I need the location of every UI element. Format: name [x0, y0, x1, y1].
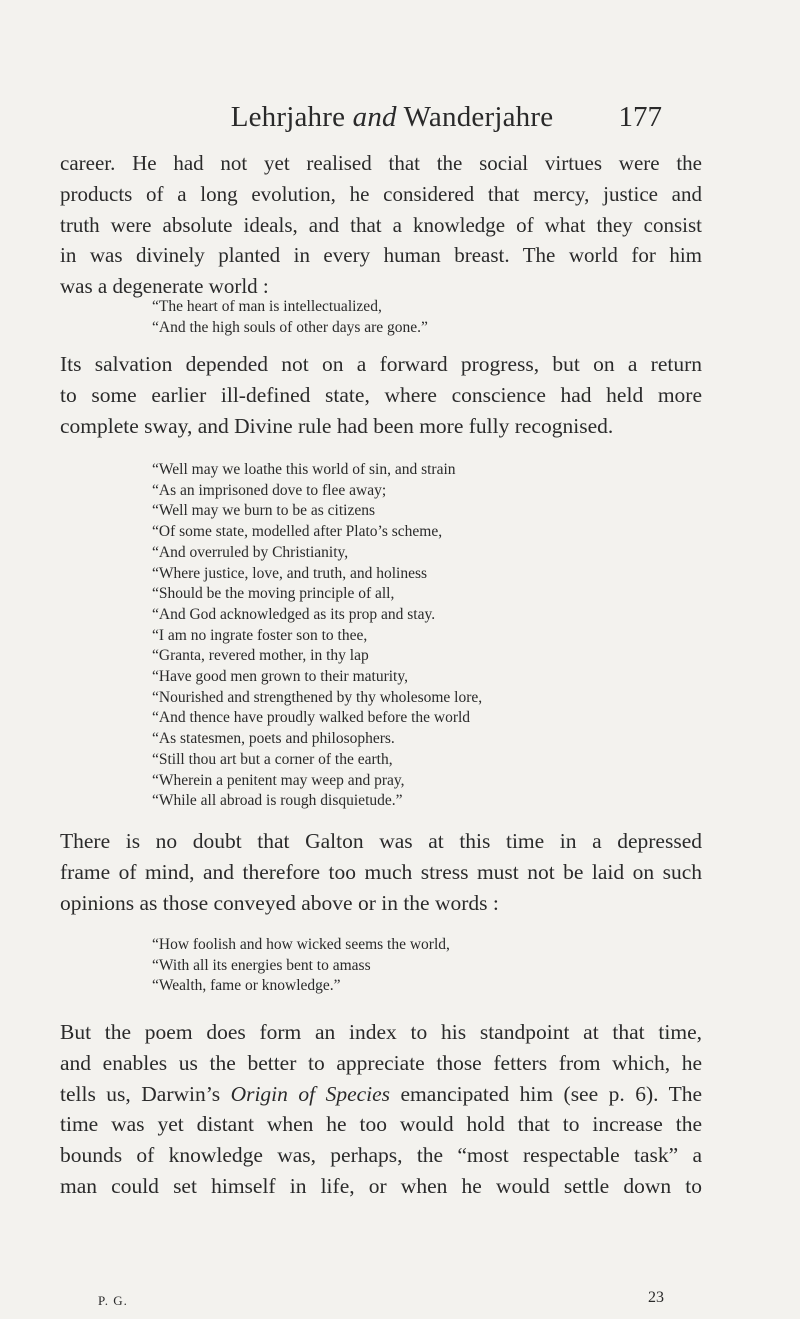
verse-quote-2 — [152, 460, 482, 812]
title-italic: and — [352, 101, 397, 133]
verse-line: “And the high souls of other days are gone.” — [152, 318, 428, 336]
verse-line: “The heart of man is intellectualized, — [152, 298, 382, 315]
verse-line: “Have good men grown to their maturity, — [152, 668, 408, 686]
text-line: But the poem does form an index to his standpoint at that time, — [60, 1020, 702, 1044]
text-line — [60, 1079, 702, 1110]
verse-quote-1 — [152, 297, 428, 338]
verse-line: “Well may we burn to be as citizens — [152, 502, 375, 520]
paragraph-1 — [60, 148, 702, 302]
text-line: truth were absolute ideals, and that a knowledge of what they consist — [60, 212, 702, 237]
text-line: career. He had not yet realised that the social virtues were the — [60, 151, 702, 175]
verse-line: “How foolish and how wicked seems the world, — [152, 936, 450, 953]
text-line: was a degenerate world : — [60, 274, 269, 299]
verse-line: “Nourished and strengthened by thy wholesome lore, — [152, 688, 483, 706]
signature-number: 23 — [648, 1289, 664, 1306]
title-part-2: Wanderjahre — [396, 101, 554, 133]
text-segment: tells us, Darwin’s — [60, 1081, 231, 1106]
verse-line: “Of some state, modelled after Plato’s scheme, — [152, 523, 443, 541]
verse-line: “Should be the moving principle of all, — [152, 585, 395, 603]
text-line: frame of mind, and therefore too much stress must not be laid on such — [60, 859, 702, 884]
title-part-1: Lehrjahre — [230, 101, 353, 133]
verse-line: “Well may we loathe this world of sin, and strain — [152, 461, 456, 478]
paragraph-4 — [60, 1017, 702, 1202]
verse-line: “And God acknowledged as its prop and stay. — [152, 605, 436, 623]
page-number: 177 — [618, 101, 662, 133]
verse-line: “And thence have proudly walked before the world — [152, 709, 471, 727]
text-line: to some earlier ill-defined state, where conscience had held more — [60, 382, 702, 407]
text-line: in was divinely planted in every human breast. The world for him — [60, 243, 702, 268]
running-title — [92, 99, 692, 135]
text-line: time was yet distant when he too would hold that to increase the — [60, 1112, 702, 1137]
verse-line: “As an imprisoned dove to flee away; — [152, 481, 387, 499]
text-line: and enables us the better to appreciate those fetters from which, he — [60, 1050, 702, 1075]
text-line: man could set himself in life, or when he would settle down to — [60, 1173, 702, 1198]
text-line: products of a long evolution, he considered that mercy, justice and — [60, 181, 702, 206]
verse-line: “Still thou art but a corner of the earth, — [152, 750, 393, 768]
paragraph-3 — [60, 826, 702, 918]
text-line: complete sway, and Divine rule had been more fully recognised. — [60, 413, 614, 438]
verse-line: “With all its energies bent to amass — [152, 956, 371, 974]
verse-quote-3 — [152, 935, 450, 997]
verse-line: “And overruled by Christianity, — [152, 543, 349, 561]
verse-line: “While all abroad is rough disquietude.” — [152, 792, 403, 810]
text-line: Its salvation depended not on a forward progress, but on a return — [60, 352, 702, 376]
book-title-italic: Origin of Species — [230, 1081, 391, 1106]
verse-line: “As statesmen, poets and philosophers. — [152, 730, 395, 748]
text-line: opinions as those conveyed above or in the words : — [60, 890, 499, 915]
text-line: There is no doubt that Galton was at this time in a depressed — [60, 829, 702, 853]
printer-signature: P. G. — [98, 1293, 128, 1308]
paragraph-2 — [60, 349, 702, 441]
text-line: bounds of knowledge was, perhaps, the “most respectable task” a — [60, 1143, 702, 1168]
running-head — [92, 99, 692, 139]
verse-line: “Where justice, love, and truth, and holiness — [152, 564, 428, 582]
verse-line: “I am no ingrate foster son to thee, — [152, 626, 368, 644]
verse-line: “Wealth, fame or knowledge.” — [152, 977, 341, 995]
verse-line: “Granta, revered mother, in thy lap — [152, 647, 369, 665]
text-segment: emancipated him (see p. 6). The — [390, 1081, 702, 1106]
verse-line: “Wherein a penitent may weep and pray, — [152, 771, 405, 789]
